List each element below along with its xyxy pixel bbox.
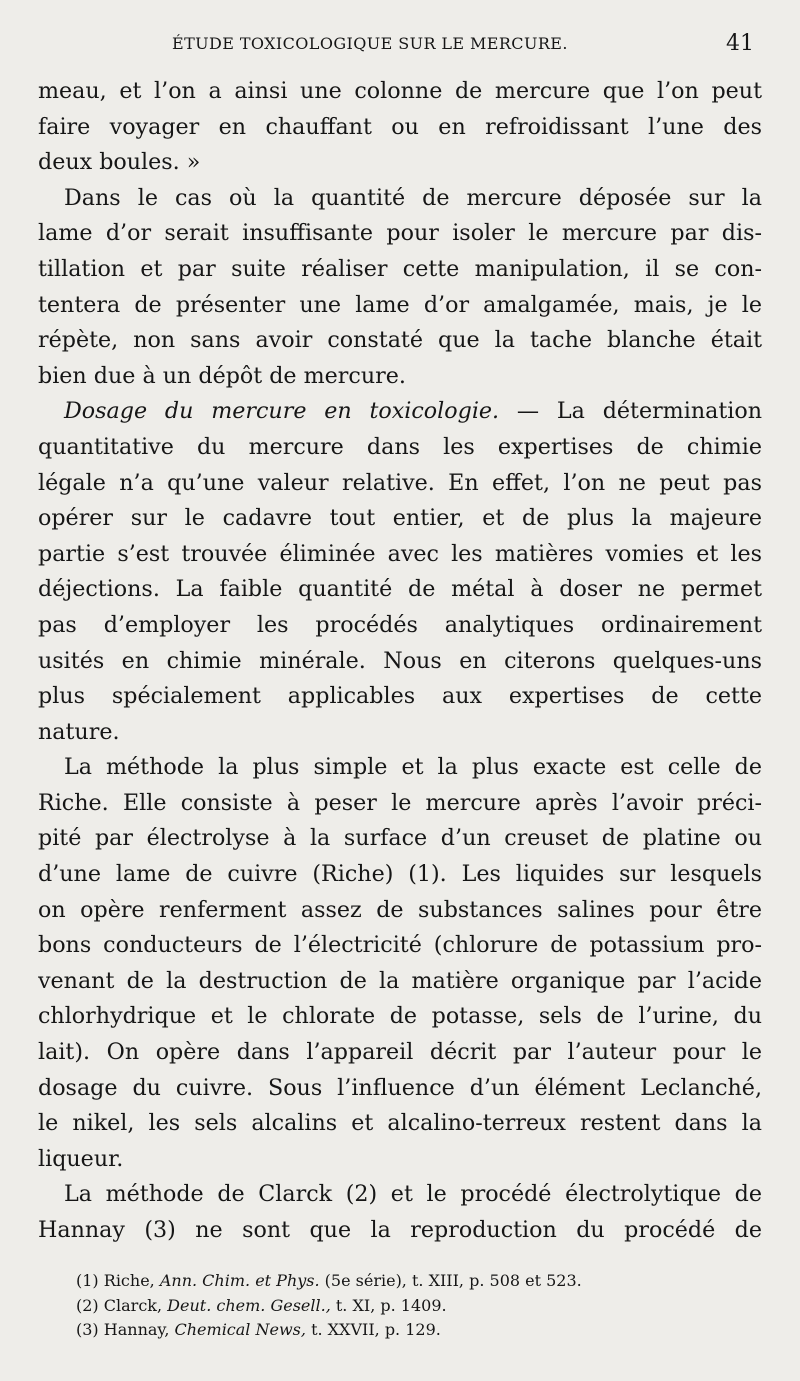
text-line: liqueur. — [38, 1145, 124, 1172]
footnote — [76, 1294, 726, 1319]
section-heading: Dosage du mercure en toxicologie. — [64, 398, 500, 425]
text-line: venant de la destruction de la matière organique par l’acide — [38, 967, 762, 994]
text-line: pas d’employer les procédés analytiques ordinairement — [38, 611, 762, 638]
text-line: tentera de présenter une lame d’or amalgamée, mais, je le — [38, 291, 762, 318]
text-line: d’une lame de cuivre (Riche) (1). Les liquides sur lesquels — [38, 861, 762, 888]
footnote-source: Ann. Chim. et Phys. — [159, 1271, 320, 1290]
text-line: Dans le cas où la quantité de mercure déposée sur la — [64, 184, 762, 211]
text-line: opérer sur le cadavre tout entier, et de plus la majeure — [38, 505, 762, 532]
text-line: tillation et par suite réaliser cette manipulation, il se con- — [38, 255, 762, 282]
text-line: Hannay (3) ne sont que la reproduction du procédé de — [38, 1217, 762, 1243]
text-line: Riche. Elle consiste à peser le mercure après l’avoir préci- — [38, 789, 762, 816]
text-line: déjections. La faible quantité de métal à doser ne permet — [38, 576, 762, 603]
footnote-detail: t. XXVII, p. 129. — [311, 1320, 441, 1339]
footnote-detail: t. XI, p. 1409. — [335, 1295, 447, 1315]
footnote-number: (2) — [76, 1295, 99, 1315]
footnote-number: (1) — [76, 1271, 99, 1290]
footnote — [76, 1269, 726, 1294]
text-line: bien due à un dépôt de mercure. — [38, 362, 406, 389]
text-line: deux boules. » — [38, 149, 201, 176]
footnote — [76, 1318, 726, 1343]
running-title: ÉTUDE TOXICOLOGIQUE SUR LE MERCURE. — [172, 34, 568, 53]
text-line: chlorhydrique et le chlorate de potasse, sels de l’urine, du — [38, 1003, 762, 1030]
text-line: répète, non sans avoir constaté que la tache blanche était — [38, 327, 762, 354]
text-line: on opère renferment assez de substances salines pour être — [38, 896, 762, 923]
text-line: partie s’est trouvée éliminée avec les matières vomies et les — [38, 540, 762, 567]
text-line — [38, 394, 762, 430]
text-line: quantitative du mercure dans les expertises de chimie — [38, 433, 762, 460]
page-number: 41 — [726, 31, 754, 56]
text-line: faire voyager en chauffant ou en refroidissant l’une des — [38, 113, 762, 140]
body-text — [38, 74, 762, 1249]
footnote-source: Chemical News, — [174, 1320, 306, 1339]
text-line: dosage du cuivre. Sous l’influence d’un élément Leclanché, — [38, 1074, 762, 1101]
footnote-source: Deut. chem. Gesell., — [167, 1295, 331, 1315]
text-line: pité par électrolyse à la surface d’un creuset de platine ou — [38, 825, 762, 852]
footnote-number: (3) — [76, 1320, 99, 1339]
footnote-detail: (5e série), t. XIII, p. 508 et 523. — [324, 1271, 582, 1290]
footnote-author: Riche, — [103, 1271, 155, 1290]
text-line: bons conducteurs de l’électricité (chlorure de potassium pro- — [38, 932, 762, 959]
footnote-author: Clarck, — [103, 1295, 163, 1315]
text-line: meau, et l’on a ainsi une colonne de mercure que l’on peut — [38, 78, 762, 104]
footnote-author: Hannay, — [103, 1320, 170, 1339]
text-fragment: — La détermination — [499, 398, 762, 425]
text-line: le nikel, les sels alcalins et alcalino-terreux restent dans la — [38, 1110, 762, 1137]
running-head — [0, 31, 800, 60]
text-line: lame d’or serait insuffisante pour isoler le mercure par dis- — [38, 220, 762, 247]
text-line: usités en chimie minérale. Nous en citerons quelques-uns — [38, 647, 762, 674]
footnotes — [76, 1269, 726, 1343]
text-line: La méthode de Clarck (2) et le procédé électrolytique de — [64, 1181, 762, 1208]
text-line: plus spécialement applicables aux expertises de cette — [38, 683, 762, 710]
text-line: nature. — [38, 718, 120, 745]
text-line: légale n’a qu’une valeur relative. En effet, l’on ne peut pas — [38, 469, 762, 496]
text-line: La méthode la plus simple et la plus exacte est celle de — [64, 754, 762, 781]
text-line: lait). On opère dans l’appareil décrit par l’auteur pour le — [38, 1039, 762, 1066]
